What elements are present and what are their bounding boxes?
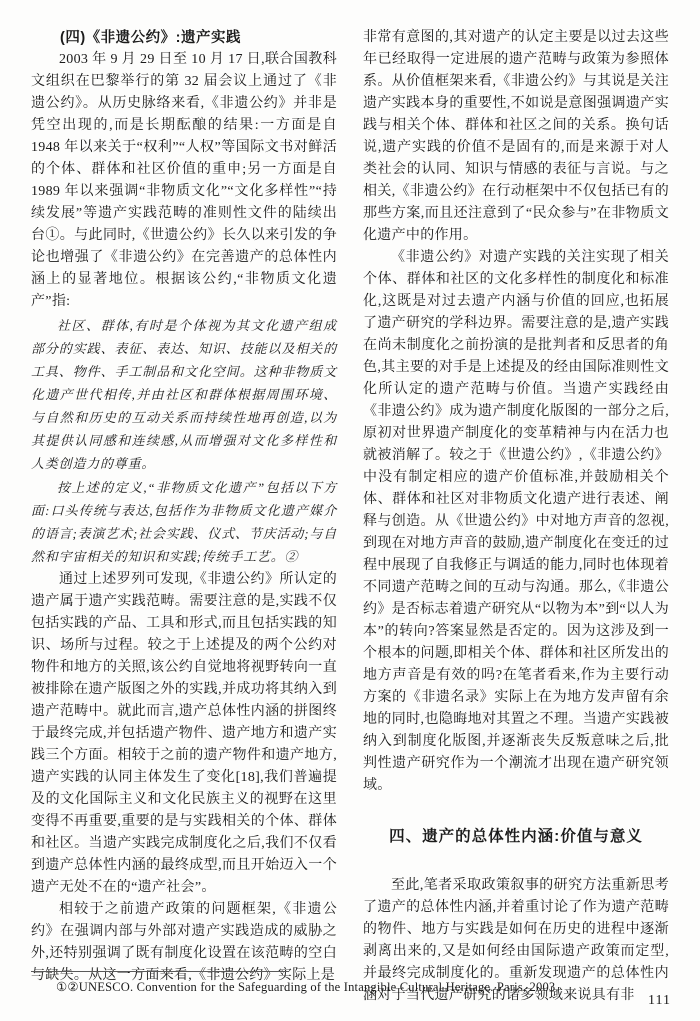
paragraph: 至此,笔者采取政策叙事的研究方法重新思考了遗产的总体性内涵,并着重讨论了作为遗产范畴的物件、地方与实践是如何在历史的进程中逐渐剥离出来的,又是如何经由国际遗产政策而定型,并最终完成制度化的。重新发现遗产的总体性内涵对于当代遗产研究的诸多领域来说具有非 [363, 878, 669, 1003]
paragraph: 通过上述罗列可发现,《非遗公约》所认定的遗产属于遗产实践范畴。需要注意的是,实践不仅包括实践的产品、工具和形式,而且包括实践的知识、场所与过程。较之于上述提及的两个公约对物件和地方的关照,该公约自觉地将视野转向一直被排除在遗产版图之外的实践,并成功将其纳入到遗产范畴中。就此而言,遗产总体性内涵的拼图终于最终完成,并包括遗产物件、遗产地方和遗产实践三个方面。相较于之前的遗产物件和遗产地方,遗产实践的认同主体发生了变化[18],我们普遍提及的文化国际主义和文化民族主义的视野在这里变得不再重要,重要的是与实践相关的个体、群体和社区。当遗产实践完成制度化之后,我们不仅看到遗产总体性内涵的最终成型,而且开始迈入一个遗产无处不在的“遗产社会”。 [31, 572, 337, 895]
block-quote: 按上述的定义,“非物质文化遗产”包括以下方面:口头传统与表达,包括作为非物质文化遗产媒介的语言;表演艺术;社会实践、仪式、节庆活动;与自然和宇宙相关的知识和实践;传统手工艺。② [31, 480, 337, 564]
paragraph-continuation: 非常有意图的,其对遗产的认定主要是以过去这些年已经取得一定进展的遗产范畴与政策为参照体系。从价值框架来看,《非遗公约》与其说是关注遗产实践本身的重要性,不如说是意图强调遗产实践与相关个体、群体和社区之间的关系。换句话说,遗产实践的价值不是固有的,而是来源于对人类社会的认同、知识与情感的表征与言说。与之相关,《非遗公约》在行动框架中不仅包括已有的那些方案,而且还注意到了“民众参与”在非物质文化遗产中的作用。 [363, 30, 669, 243]
block-quote: 社区、群体,有时是个体视为其文化遗产组成部分的实践、表征、表达、知识、技能以及相关的工具、物件、手工制品和文化空间。这种非物质文化遗产世代相传,并由社区和群体根据周围环境、与自然和历史的互动关系而持续性地再创造,以为其提供认同感和连续感,从而增强对文化多样性和人类创造力的尊重。 [31, 318, 337, 471]
text-columns [31, 27, 669, 1007]
subsection-heading: (四)《非遗公约》:遗产实践 [60, 30, 241, 46]
footnote [31, 971, 669, 995]
footnote-text: ①②UNESCO. Convention for the Safeguarding of the Intangible Cultural Heritage. Paris, 2003. [56, 980, 559, 994]
paragraph: 相较于之前遗产政策的问题框架,《非遗公约》在强调内部与外部对遗产实践造成的威胁之外,还特别强调了既有制度化设置在该范畴的空白与缺失。从这一方面来看,《非遗公约》实际上是 [31, 902, 337, 983]
section-heading: 四、遗产的总体性内涵:价值与意义 [389, 828, 643, 845]
paragraph: 《非遗公约》对遗产实践的关注实现了相关个体、群体和社区的文化多样性的制度化和标准化,这既是对过去遗产内涵与价值的回应,也拓展了遗产研究的学科边界。需要注意的是,遗产实践在尚未制度化之前扮演的是批判者和反思者的角色,其主要的对手是上述提及的经由国际准则性文化所认定的遗产范畴与价值。当遗产实践经由《非遗公约》成为遗产制度化版图的一部分之后,原初对世界遗产制度化的变革精神与内在活力也就被消解了。较之于《世遗公约》,《非遗公约》中没有制定相应的遗产价值标准,并鼓励相关个体、群体和社区对非物质文化遗产进行表述、阐释与创造。从《世遗公约》中对地方声音的忽视,到现在对地方声音的鼓励,遗产制度化在变迁的过程中展现了自我修正与调适的能力,同时也体现着不同遗产范畴之间的互动与沟通。那么,《非遗公约》是否标志着遗产研究从“以物为本”到“以人为本”的转向?答案显然是否定的。因为这涉及到一个根本的问题,即相关个体、群体和社区所发出的地方声音是有效的吗?在笔者看来,作为主要行动方案的《非遗名录》实际上在为地方发声留有余地的同时,也隐晦地对其置之不理。当遗产实践被纳入到制度化版图,并逐渐丧失反叛意味之后,批判性遗产研究作为一个潮流才出现在遗产研究领域。 [363, 250, 669, 793]
page-number: 111 [648, 993, 671, 1008]
column-left [31, 27, 337, 1007]
paragraph: 2003 年 9 月 29 日至 10 月 17 日,联合国教科文组织在巴黎举行的第 32 届会议上通过了《非遗公约》。从历史脉络来看,《非遗公约》并非是凭空出现的,而是长期酝酿的结果:一方面是自 1948 年以来关于“权利”“人权”等国际文书对鲜活的个体、群体和社区价值的重申;另一方面是自 1989 年以来强调“非物质文化”“文化多样性”“持续发展”等遗产实践范畴的准则性文件的陆续出台①。与此同时,《世遗公约》长久以来引发的争论也增强了《非遗公约》在完善遗产的总体性内涵上的显著地位。根据该公约,“非物质文化遗产”指: [31, 52, 337, 309]
footnote-rule [31, 971, 289, 972]
column-right [363, 27, 669, 1007]
